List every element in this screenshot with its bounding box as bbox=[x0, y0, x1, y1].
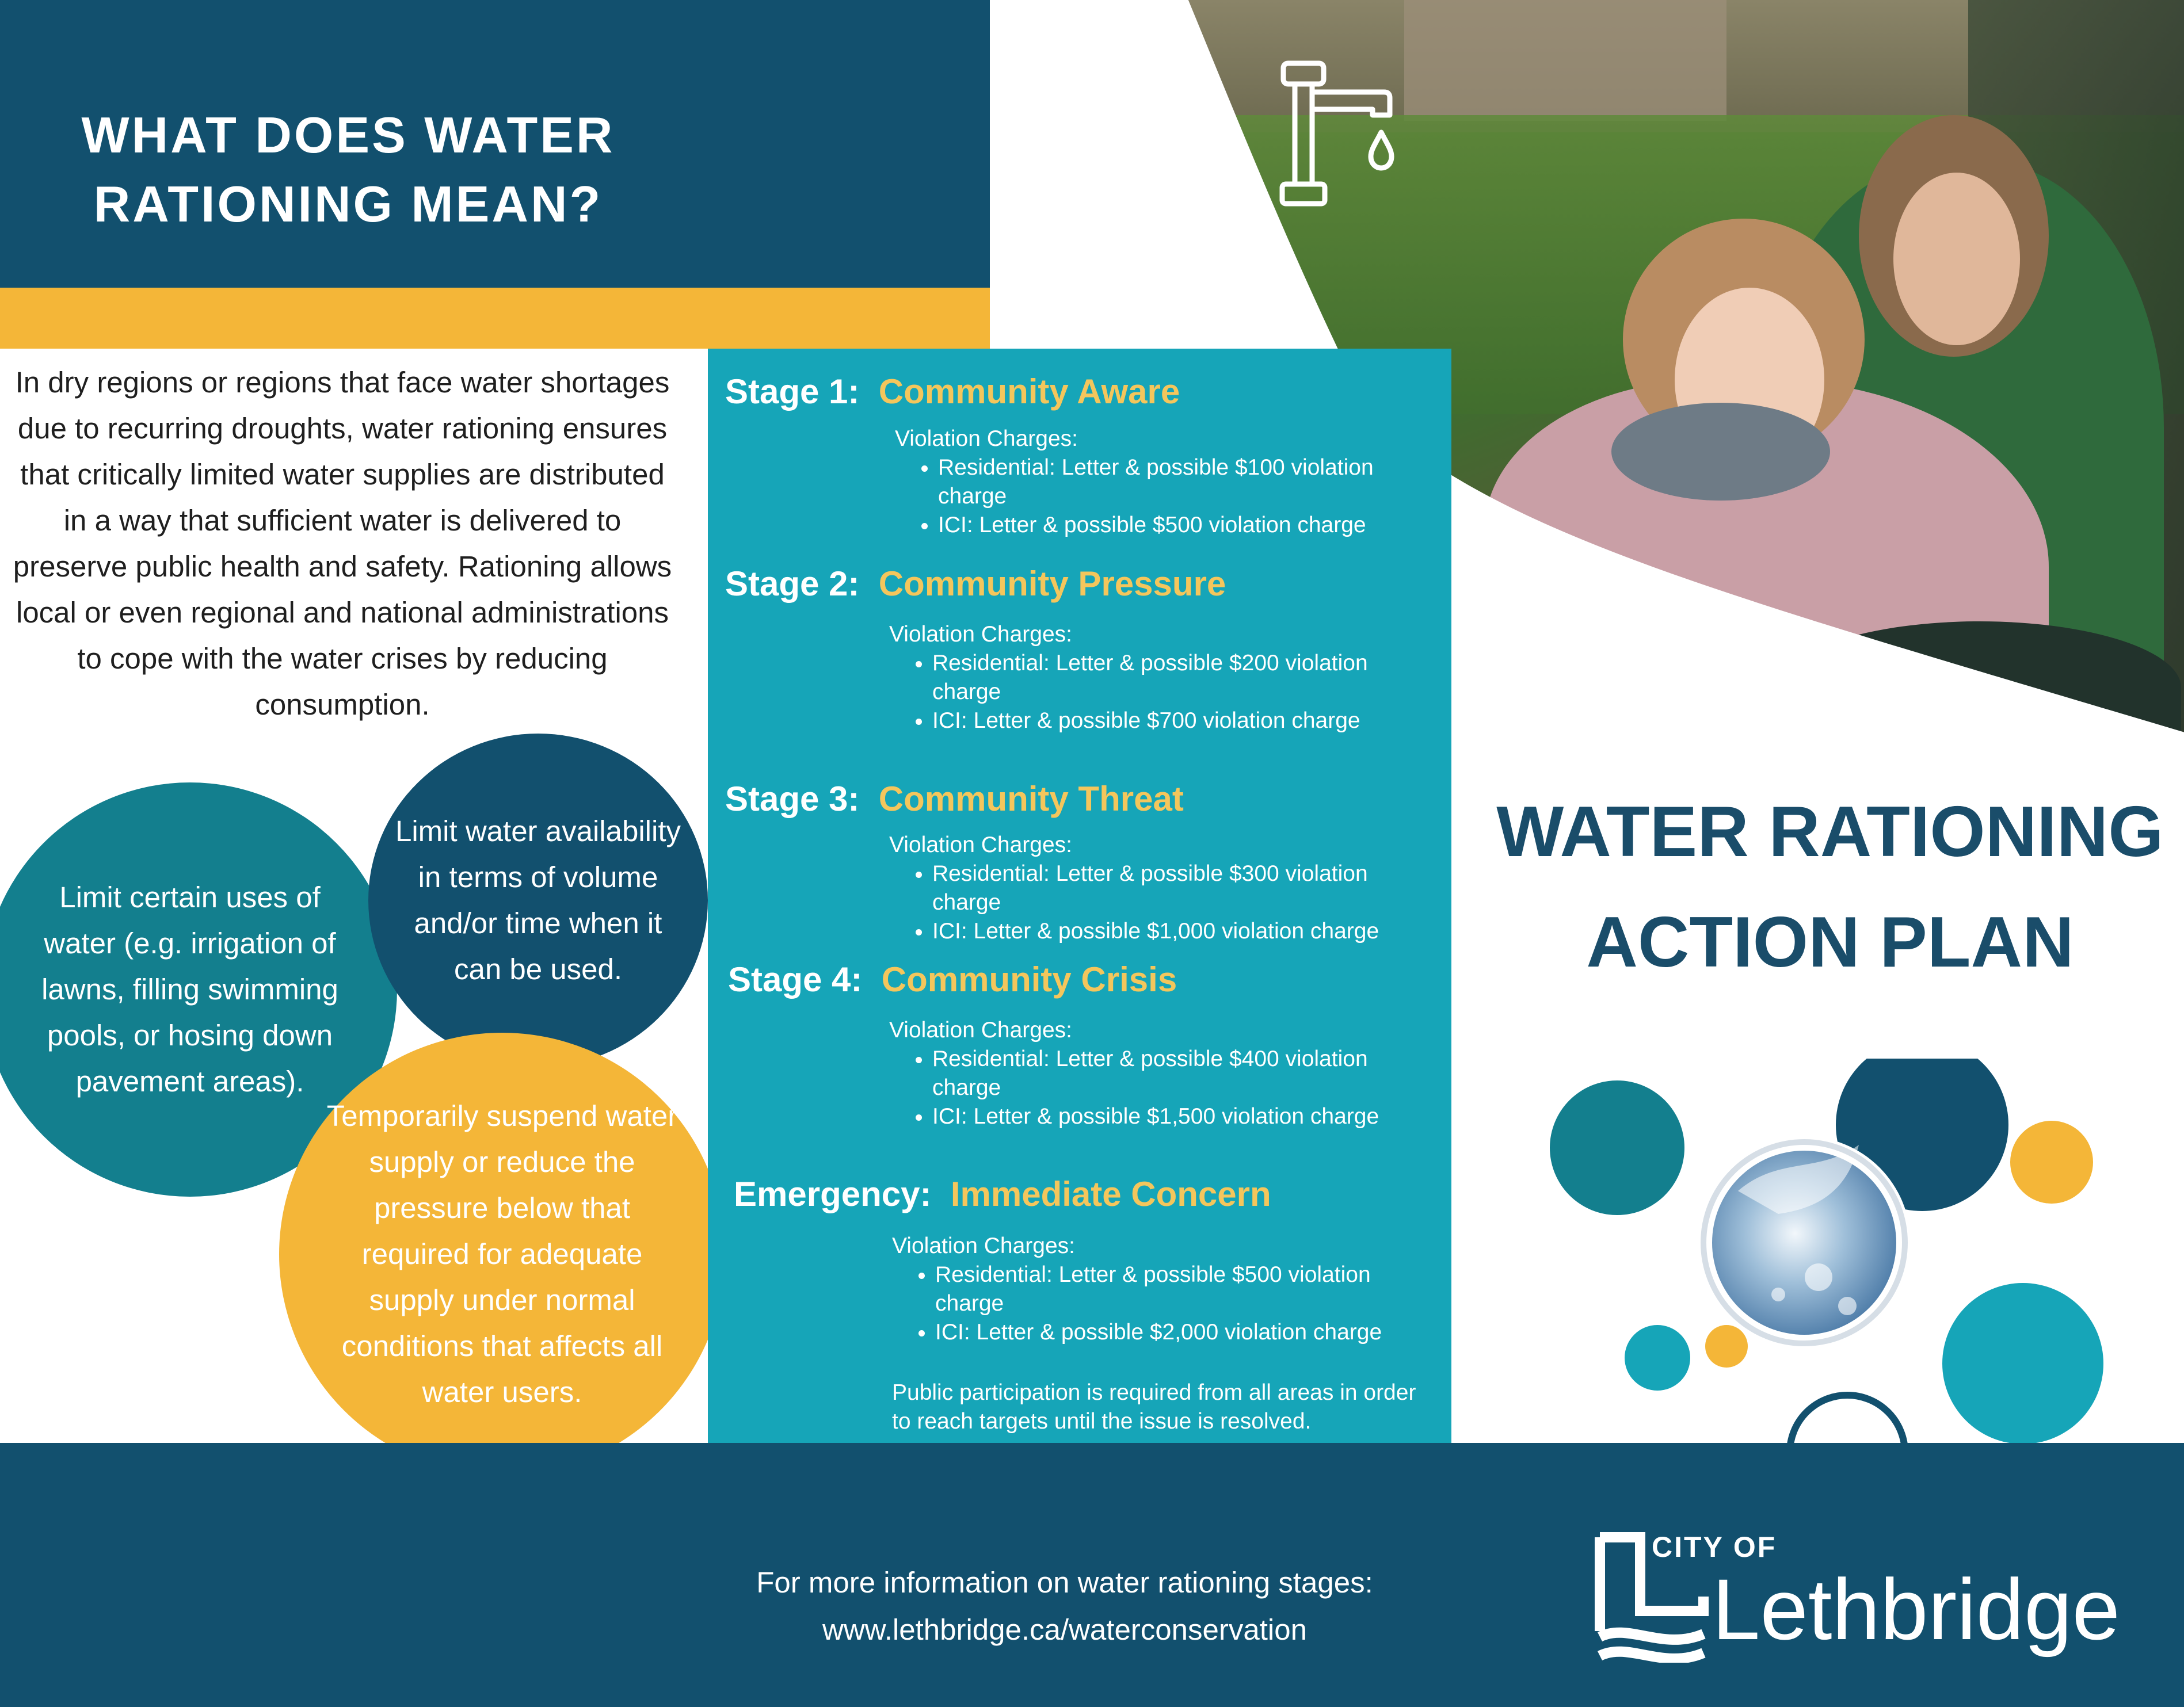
circle-suspend-supply bbox=[279, 1033, 725, 1476]
bubble-teal-left bbox=[1550, 1080, 1684, 1215]
page-title-line-2: RATIONING MEAN? bbox=[93, 175, 603, 232]
stage-4-heading bbox=[728, 960, 1177, 999]
stage-3-label: Stage 3: bbox=[725, 780, 860, 818]
bubble-teal-large bbox=[1942, 1283, 2103, 1444]
stage-4-name: Community Crisis bbox=[881, 960, 1177, 999]
emergency-label: Emergency: bbox=[734, 1175, 932, 1213]
circle-limit-volume bbox=[368, 734, 708, 1067]
stage-3-violation-heading: Violation Charges: bbox=[889, 833, 1072, 857]
stage-2-label: Stage 2: bbox=[725, 564, 860, 603]
action-plan-title-line-1: WATER RATIONING bbox=[1496, 792, 2164, 872]
footer-url-link[interactable]: www.lethbridge.ca/waterconservation bbox=[822, 1613, 1307, 1646]
emergency-ici: • ICI: Letter & possible $2,000 violation charge bbox=[935, 1318, 1398, 1347]
logo-city-of: CITY OF bbox=[1652, 1531, 1777, 1563]
circle-suspend-supply-text: Temporarily suspend water supply or reduce the pressure below that required for adequate supply under normal conditions that affects all water users. bbox=[326, 1099, 678, 1408]
circle-limit-volume-text: Limit water availability in terms of volume and/or time when it can be used. bbox=[395, 815, 681, 986]
stage-2-name: Community Pressure bbox=[878, 564, 1226, 603]
water-bubbles-graphic bbox=[1548, 1059, 2147, 1484]
stage-4-label: Stage 4: bbox=[728, 960, 863, 999]
emergency-violation-heading: Violation Charges: bbox=[892, 1234, 1075, 1258]
stage-4-residential: • Residential: Letter & possible $400 violation charge bbox=[932, 1045, 1396, 1102]
stage-2-ici: • ICI: Letter & possible $700 violation charge bbox=[932, 707, 1396, 735]
stage-1-name: Community Aware bbox=[878, 372, 1180, 411]
emergency-heading bbox=[734, 1174, 1271, 1214]
emergency-name: Immediate Concern bbox=[950, 1175, 1271, 1213]
intro-paragraph: In dry regions or regions that face water shortages due to recurring droughts, water rationing ensures that critically limited water supplies are distributed in a way that sufficient water is delivered to preserve public health and safety. Rationing allows local or even regional and national administrations to cope with the water crises by reducing consumption. bbox=[13, 366, 672, 721]
page-title bbox=[46, 101, 650, 239]
stage-3-violations bbox=[889, 831, 1396, 946]
emergency-residential: • Residential: Letter & possible $500 violation charge bbox=[935, 1261, 1398, 1318]
stages-panel bbox=[708, 349, 1451, 1444]
stage-3-residential: • Residential: Letter & possible $300 violation charge bbox=[932, 860, 1396, 917]
action-plan-title-line-2: ACTION PLAN bbox=[1586, 903, 2074, 982]
stage-2-violation-heading: Violation Charges: bbox=[889, 622, 1072, 647]
page-title-line-1: WHAT DOES WATER bbox=[81, 106, 615, 163]
stage-1-heading bbox=[725, 372, 1180, 411]
stage-2-heading bbox=[725, 564, 1226, 604]
stage-4-ici: • ICI: Letter & possible $1,500 violation charge bbox=[932, 1102, 1396, 1131]
action-plan-title bbox=[1473, 777, 2184, 998]
stage-1-violations bbox=[895, 425, 1390, 540]
footer-info bbox=[708, 1559, 1421, 1653]
stage-3-heading bbox=[725, 779, 1184, 819]
stage-2-violations bbox=[889, 620, 1396, 735]
stage-3-name: Community Threat bbox=[878, 780, 1184, 818]
stage-3-ici: • ICI: Letter & possible $1,000 violation charge bbox=[932, 917, 1396, 946]
stage-2-residential: • Residential: Letter & possible $200 violation charge bbox=[932, 649, 1396, 707]
bubble-teal-small bbox=[1625, 1325, 1690, 1391]
footer-info-text: For more information on water rationing stages: bbox=[756, 1566, 1373, 1599]
circle-limit-uses-text: Limit certain uses of water (e.g. irrigation of lawns, filling swimming pools, or hosing down pavement areas). bbox=[41, 881, 338, 1098]
logo-name: Lethbridge bbox=[1712, 1561, 2120, 1658]
emergency-violations bbox=[892, 1232, 1398, 1347]
stage-4-violations bbox=[889, 1016, 1396, 1131]
stage-1-violation-heading: Violation Charges: bbox=[895, 426, 1078, 451]
stage-4-violation-heading: Violation Charges: bbox=[889, 1018, 1072, 1042]
stage-1-residential: • Residential: Letter & possible $100 violation charge bbox=[938, 453, 1390, 511]
stage-1-ici: • ICI: Letter & possible $500 violation charge bbox=[938, 511, 1390, 540]
bubble-yellow-right bbox=[2010, 1121, 2093, 1204]
bubble-yellow-small bbox=[1705, 1325, 1748, 1368]
stage-1-label: Stage 1: bbox=[725, 372, 860, 411]
faucet-icon bbox=[1266, 40, 1404, 219]
public-participation-note: Public participation is required from all areas in order to reach targets until the issue is resolved. bbox=[892, 1380, 1416, 1434]
